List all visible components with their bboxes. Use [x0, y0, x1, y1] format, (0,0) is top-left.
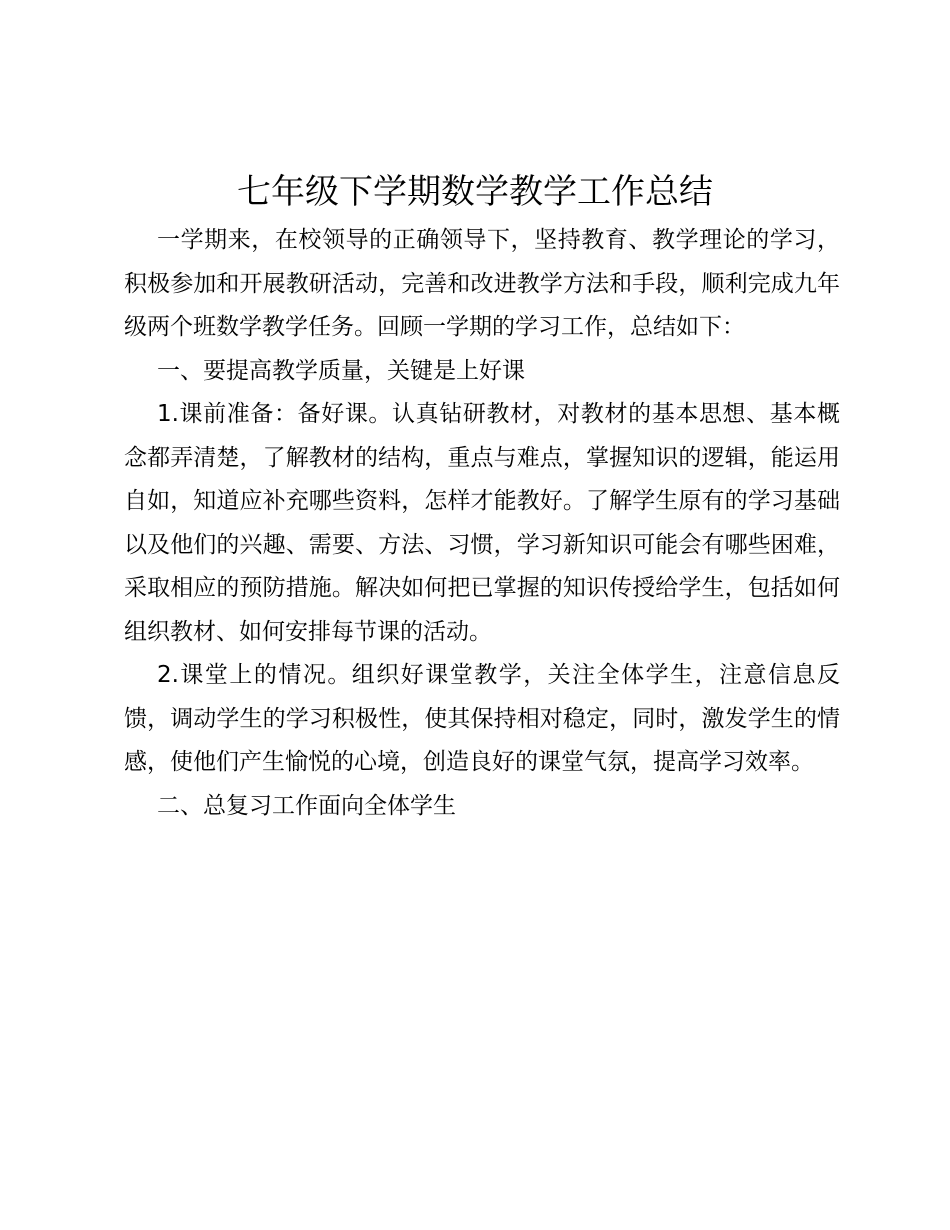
section-heading-two: 二、总复习工作面向全体学生 [157, 792, 456, 819]
intro-paragraph: 一学期来，在校领导的正确领导下，坚持教育、教学理论的学习，积极参加和开展教研活动，完善和改进教学方法和手段，顺利完成九年级两个班数学教学任务。回顾一学期的学习工作，总结如下： [124, 227, 840, 340]
classroom-situation-paragraph: 2.课堂上的情况。组织好课堂教学，关注全体学生，注意信息反馈，调动学生的学习积极性，使其保持相对稳定，同时，激发学生的情感，使他们产生愉悦的心境，创造良好的课堂气氛，提高学习效率。 [124, 662, 840, 775]
section-heading-one: 一、要提高教学质量，关键是上好课 [157, 357, 525, 384]
document-title: 七年级下学期数学教学工作总结 [237, 172, 713, 212]
document-body [124, 219, 840, 828]
lesson-preparation-paragraph: 1.课前准备：备好课。认真钻研教材，对教材的基本思想、基本概念都弄清楚，了解教材的结构，重点与难点，掌握知识的逻辑，能运用自如，知道应补充哪些资料，怎样才能教好。了解学生原有的学习基础以及他们的兴趣、需要、方法、习惯，学习新知识可能会有哪些困难，采取相应的预防措施。解决如何把已掌握的知识传授给学生，包括如何组织教材、如何安排每节课的活动。 [124, 401, 840, 645]
